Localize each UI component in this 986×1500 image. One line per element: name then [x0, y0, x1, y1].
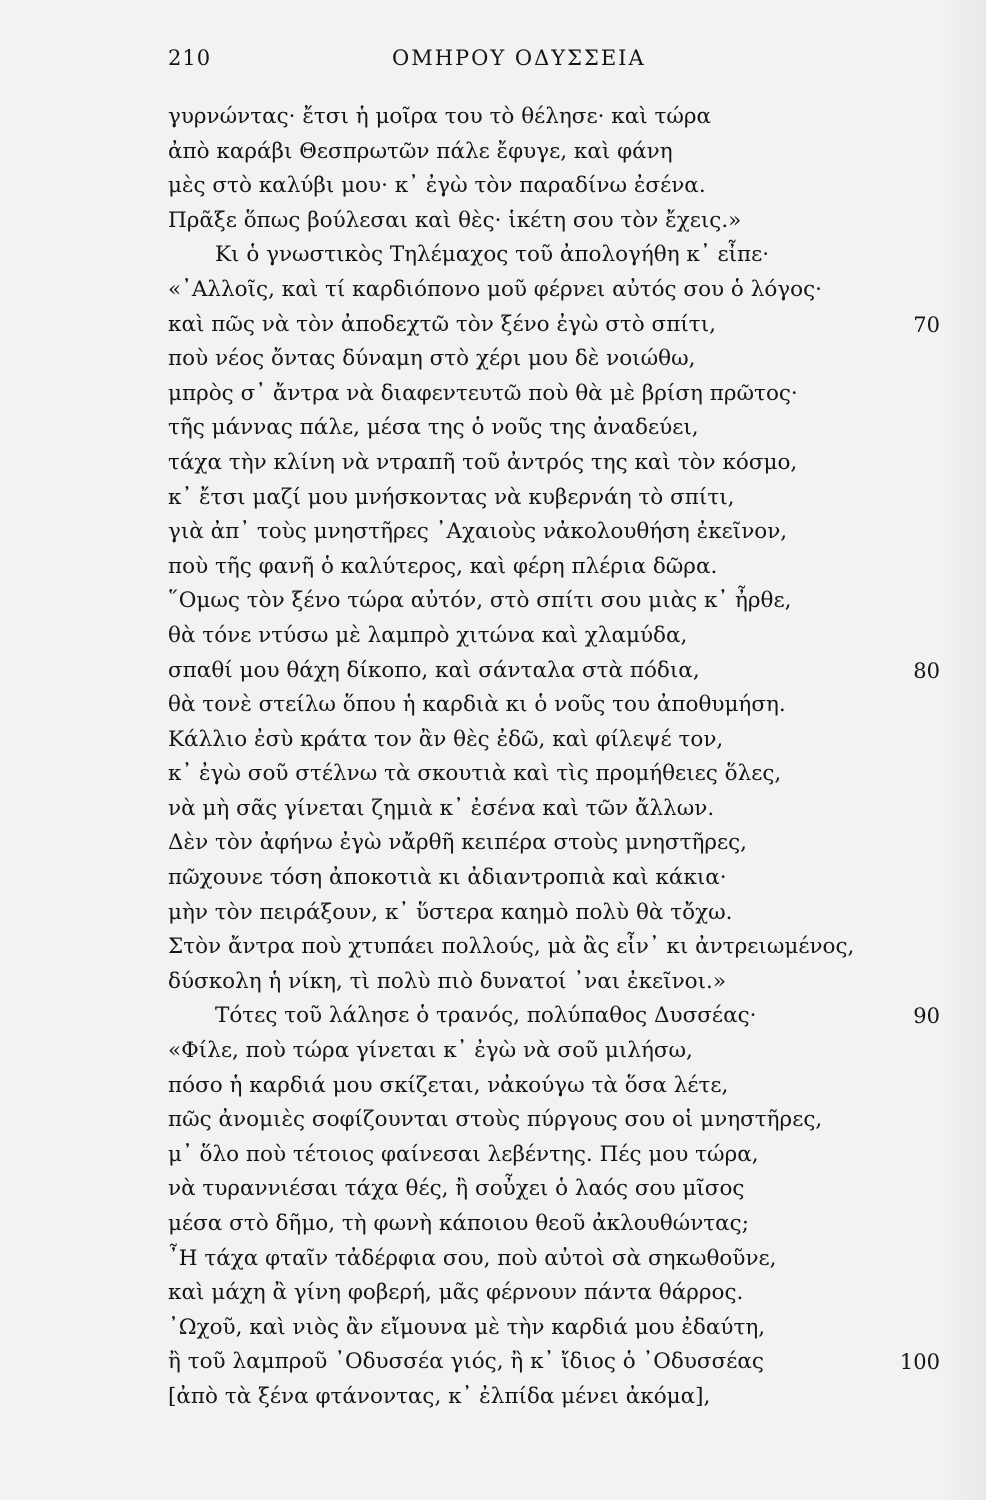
verse-text: ᾽Ωχοῦ, καὶ νιὸς ἂν εἴμουνα μὲ τὴν καρδιά μου ἐδαύτη, [168, 1314, 766, 1340]
verse-text: Κι ὁ γνωστικὸς Τηλέμαχος τοῦ ἀπολογήθη κ᾽ εἶπε· [215, 242, 770, 268]
verse-text: γυρνώντας· ἔτσι ἡ μοῖρα του τὸ θέλησε· καὶ τώρα [168, 104, 712, 129]
verse-line [0, 688, 986, 723]
verse-line [0, 1345, 986, 1380]
verse-text: μέσα στὸ δῆμο, τὴ φωνὴ κάποιου θεοῦ ἀκλουθώντας; [168, 1211, 749, 1236]
verse-text: δύσκολη ἡ νίκη, τὶ πολὺ πιὸ δυνατοί ᾽ναι ἐκεῖνοι.» [168, 968, 727, 994]
verse-text: τάχα τὴν κλίνη νὰ ντραπῆ τοῦ ἀντρός της καὶ τὸν κόσμο, [168, 449, 798, 475]
verse-text: μὴν τὸν πειράξουν, κ᾽ ὕστερα καημὸ πολὺ θὰ τὄχω. [168, 899, 733, 925]
verse-line [0, 792, 986, 827]
verse-line [0, 861, 986, 896]
verse-text: ῏Η τάχα φταῖν τἀδέρφια σου, ποὺ αὐτοὶ σὰ σηκωθοῦνε, [168, 1245, 777, 1271]
verse-text: ποὺ τῆς φανῆ ὁ καλύτερος, καὶ φέρη πλέρια δῶρα. [168, 553, 718, 579]
verse-line [0, 1069, 986, 1104]
verse-line [0, 446, 986, 481]
verse-line [0, 411, 986, 446]
verse-line [0, 999, 986, 1034]
verse-line [0, 238, 986, 273]
verse-line [0, 377, 986, 412]
verse-text: ποὺ νέος ὄντας δύναμη στὸ χέρι μου δὲ νοιώθω, [168, 346, 696, 372]
verse-text: πῶς ἀνομιὲς σοφίζουνται στοὺς πύργους σου οἱ μνηστῆρες, [168, 1107, 823, 1133]
verse-line [0, 135, 986, 170]
verse-text: σπαθί μου θάχη δίκοπο, καὶ σάνταλα στὰ πόδια, [168, 657, 700, 683]
verse-line [0, 1380, 986, 1415]
line-number: 100 [899, 1350, 940, 1375]
verse-line [0, 308, 986, 343]
verse-text: νὰ μὴ σᾶς γίνεται ζημιὰ κ᾽ ἐσένα καὶ τῶν ἄλλων. [168, 795, 715, 821]
verse-line [0, 1242, 986, 1277]
verse-text: μὲς στὸ καλύβι μου· κ᾽ ἐγὼ τὸν παραδίνω ἐσένα. [168, 173, 706, 199]
verse-line [0, 896, 986, 931]
verse-text: Τότες τοῦ λάλησε ὁ τρανός, πολύπαθος Δυσσέας· [215, 1003, 757, 1029]
verse-text: ἀπὸ καράβι Θεσπρωτῶν πάλε ἔφυγε, καὶ φάνη [168, 138, 673, 164]
verse-text: πόσο ἡ καρδιά μου σκίζεται, νἀκούγω τὰ ὅσα λέτε, [168, 1072, 729, 1098]
verse-line [0, 515, 986, 550]
verse-text: καὶ μάχη ἂ γίνη φοβερή, μᾶς φέρνουν πάντα θάρρος. [168, 1280, 744, 1306]
verse-line [0, 1138, 986, 1173]
line-number: 90 [913, 1004, 940, 1029]
verse-text: Στὸν ἄντρα ποὺ χτυπάει πολλούς, μὰ ἂς εἶν᾽ κι ἀντρειωμένος, [168, 934, 855, 960]
page-edge-shadow [940, 0, 986, 1500]
verse-line [0, 204, 986, 239]
verse-text: Δὲν τὸν ἀφήνω ἐγὼ νἄρθῆ κειπέρα στοὺς μνηστῆρες, [168, 830, 747, 856]
verse-line [0, 100, 986, 135]
verse-line [0, 723, 986, 758]
verse-line [0, 930, 986, 965]
verse-text: ῞Ομως τὸν ξένο τώρα αὐτόν, στὸ σπίτι σου μιὰς κ᾽ ἦρθε, [168, 588, 792, 614]
verse-text: μπρὸς σ᾽ ἄντρα νὰ διαφεντευτῶ ποὺ θὰ μὲ βρίση πρῶτος· [168, 380, 798, 406]
verse-line [0, 826, 986, 861]
poem-text [0, 100, 986, 1415]
verse-line [0, 481, 986, 516]
verse-line [0, 584, 986, 619]
verse-text: «Φίλε, ποὺ τώρα γίνεται κ᾽ ἐγὼ νὰ σοῦ μιλήσω, [168, 1038, 693, 1064]
verse-line [0, 654, 986, 689]
verse-line [0, 342, 986, 377]
verse-text: κ᾽ ἐγὼ σοῦ στέλνω τὰ σκουτιὰ καὶ τὶς προμήθειες ὅλες, [168, 761, 782, 787]
line-number: 70 [913, 312, 940, 337]
verse-text: πῶχουνε τόση ἀποκοτιὰ κι ἀδιαντροπιὰ καὶ κάκια· [168, 865, 727, 891]
verse-text: [ἀπὸ τὰ ξένα φτάνοντας, κ᾽ ἐλπίδα μένει ἀκόμα], [168, 1383, 711, 1409]
verse-text: ἢ τοῦ λαμπροῦ ᾽Οδυσσέα γιός, ἢ κ᾽ ἴδιος ὁ ᾽Οδυσσέας [168, 1349, 764, 1375]
verse-line [0, 757, 986, 792]
verse-text: καὶ πῶς νὰ τὸν ἀποδεχτῶ τὸν ξένο ἐγὼ στὸ σπίτι, [168, 311, 716, 337]
verse-text: «᾽Αλλοῖς, καὶ τί καρδιόπονο μοῦ φέρνει αὐτός σου ὁ λόγος· [168, 276, 822, 302]
verse-line [0, 550, 986, 585]
verse-line [0, 965, 986, 1000]
verse-text: Πρᾶξε ὅπως βούλεσαι καὶ θὲς· ἱκέτη σου τὸν ἔχεις.» [168, 207, 742, 233]
verse-line [0, 273, 986, 308]
verse-text: νὰ τυραννιέσαι τάχα θές, ἢ σοὖχει ὁ λαός σου μῖσος [168, 1176, 745, 1202]
verse-line [0, 169, 986, 204]
page-header [0, 46, 986, 80]
verse-line [0, 1034, 986, 1069]
verse-text: μ᾽ ὅλο ποὺ τέτοιος φαίνεσαι λεβέντης. Πές μου τώρα, [168, 1141, 759, 1167]
running-title: ΟΜΗΡΟΥ ΟΔΥΣΣΕΙΑ [392, 46, 646, 70]
verse-text: Κάλλιο ἐσὺ κράτα τον ἂν θὲς ἐδῶ, καὶ φίλεψέ τον, [168, 726, 724, 752]
page-number: 210 [168, 46, 212, 70]
verse-text: κ᾽ ἔτσι μαζί μου μνήσκοντας νὰ κυβερνάη τὸ σπίτι, [168, 484, 735, 510]
verse-text: θὰ τονὲ στείλω ὅπου ἡ καρδιὰ κι ὁ νοῦς του ἀποθυμήση. [168, 692, 786, 718]
verse-text: τῆς μάννας πάλε, μέσα της ὁ νοῦς της ἀναδεύει, [168, 415, 699, 441]
verse-line [0, 1276, 986, 1311]
verse-line [0, 1311, 986, 1346]
line-number: 80 [913, 658, 940, 683]
verse-text: θὰ τόνε ντύσω μὲ λαμπρὸ χιτώνα καὶ χλαμύδα, [168, 622, 688, 648]
verse-line [0, 1172, 986, 1207]
verse-line [0, 1103, 986, 1138]
verse-line [0, 619, 986, 654]
verse-line [0, 1207, 986, 1242]
verse-text: γιὰ ἀπ᾽ τοὺς μνηστῆρες ᾽Αχαιοὺς νἀκολουθήση ἐκεῖνον, [168, 519, 788, 545]
